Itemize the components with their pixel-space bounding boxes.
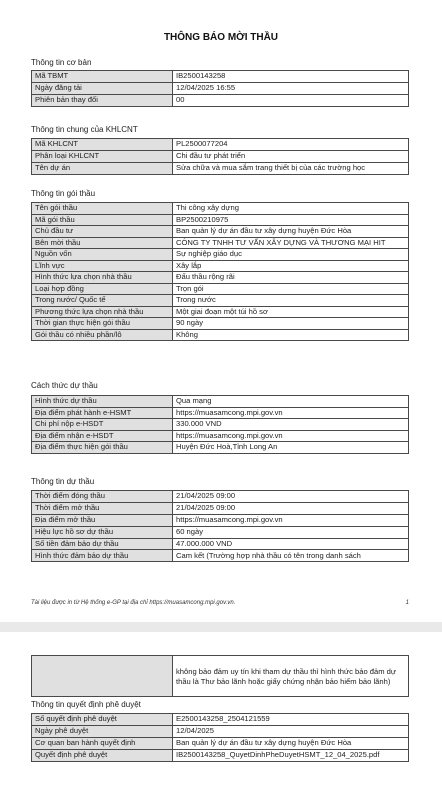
table-row: [32, 491, 409, 503]
field-value: 47.000.000 VND: [173, 538, 409, 550]
field-label: Hình thức đảm bảo dự thầu: [32, 550, 173, 562]
section-heading-method: Cách thức dự thầu: [31, 381, 98, 390]
field-value: Ban quản lý dự án đầu tư xây dựng huyện Đức Hòa: [173, 737, 409, 749]
field-label: Ngày phê duyệt: [32, 725, 173, 737]
field-value: Một giai đoạn một túi hồ sơ: [173, 306, 409, 318]
field-value: Sửa chữa và mua sắm trang thiết bị của các trường học: [173, 162, 409, 174]
page-gap: [0, 622, 442, 632]
page-footer: [31, 600, 409, 606]
table-row: [32, 502, 409, 514]
field-value: https://muasamcong.mpi.gov.vn: [173, 430, 409, 442]
field-label: Hình thức lựa chọn nhà thầu: [32, 272, 173, 284]
field-label: Thời gian thực hiện gói thầu: [32, 318, 173, 330]
field-label: Phiên bản thay đổi: [32, 94, 173, 106]
table-plan: [31, 138, 409, 175]
field-value: 00: [173, 94, 409, 106]
field-label: Trong nước/ Quốc tế: [32, 295, 173, 307]
field-value: 21/04/2025 09:00: [173, 502, 409, 514]
field-value: Huyện Đức Hoà,Tỉnh Long An: [173, 442, 409, 454]
field-label: Địa điểm phát hành e-HSMT: [32, 407, 173, 419]
table-row: [32, 214, 409, 226]
field-value: 330.000 VND: [173, 419, 409, 431]
table-row: [32, 526, 409, 538]
table-row: [32, 725, 409, 737]
field-value: IB2500143258: [173, 71, 409, 83]
field-value: không bảo đảm uy tín khi tham dự thầu thì hình thức bảo đảm dự thầu là Thư bảo lãnh hoặc giấy chứng nhận bảo hiểm bảo lãnh): [173, 656, 409, 697]
section-heading-basic: Thông tin cơ bản: [31, 58, 92, 67]
table-row: [32, 203, 409, 215]
field-label: Mã gói thầu: [32, 214, 173, 226]
table-row: [32, 82, 409, 94]
table-row: [32, 306, 409, 318]
field-label: Chi phí nộp e-HSDT: [32, 419, 173, 431]
field-value: https://muasamcong.mpi.gov.vn: [173, 514, 409, 526]
field-label: Quyết định phê duyệt: [32, 749, 173, 761]
field-label: Địa điểm mở thầu: [32, 514, 173, 526]
document-title: THÔNG BÁO MỜI THẦU: [163, 32, 279, 43]
field-label: Mã KHLCNT: [32, 139, 173, 151]
table-row: [32, 329, 409, 341]
field-value: 90 ngày: [173, 318, 409, 330]
field-value: Xây lắp: [173, 260, 409, 272]
field-value: 21/04/2025 09:00: [173, 491, 409, 503]
field-label: Số tiền đảm bảo dự thầu: [32, 538, 173, 550]
table-bidding: [31, 490, 409, 562]
field-label: Bên mời thầu: [32, 237, 173, 249]
field-label: Cơ quan ban hành quyết định: [32, 737, 173, 749]
table-decision: [31, 713, 409, 762]
field-value: 60 ngày: [173, 526, 409, 538]
table-row: [32, 430, 409, 442]
field-label: Hình thức dự thầu: [32, 396, 173, 408]
field-value: Đấu thầu rộng rãi: [173, 272, 409, 284]
field-label: Tên gói thầu: [32, 203, 173, 215]
field-value: 12/04/2025: [173, 725, 409, 737]
field-value: Trọn gói: [173, 283, 409, 295]
table-row: [32, 396, 409, 408]
table-row: [32, 139, 409, 151]
field-value: Không: [173, 329, 409, 341]
table-row: [32, 419, 409, 431]
field-label: Địa điểm nhận e-HSDT: [32, 430, 173, 442]
field-label: Thời điểm đóng thầu: [32, 491, 173, 503]
section-heading-plan: Thông tin chung của KHLCNT: [31, 125, 138, 134]
table-method: [31, 395, 409, 454]
table-row: [32, 538, 409, 550]
field-value: BP2500210975: [173, 214, 409, 226]
field-value: Cam kết (Trường hợp nhà thầu có tên trong danh sách: [173, 550, 409, 562]
field-value: Chi đầu tư phát triển: [173, 150, 409, 162]
field-label: Nguồn vốn: [32, 249, 173, 261]
section-heading-decision: Thông tin quyết định phê duyệt: [31, 700, 141, 709]
field-label: Mã TBMT: [32, 71, 173, 83]
field-value: Trong nước: [173, 295, 409, 307]
field-label: Hiệu lực hồ sơ dự thầu: [32, 526, 173, 538]
field-label: Phương thức lựa chọn nhà thầu: [32, 306, 173, 318]
table-row: [32, 162, 409, 174]
field-value: PL2500077204: [173, 139, 409, 151]
page-number: 1: [405, 600, 409, 606]
field-value: 12/04/2025 16:55: [173, 82, 409, 94]
field-label: Thời điểm mở thầu: [32, 502, 173, 514]
field-value: Qua mạng: [173, 396, 409, 408]
table-row: [32, 283, 409, 295]
footer-text: Tài liệu được in từ Hệ thống e-GP tại địa chỉ https://muasamcong.mpi.gov.vn.: [31, 600, 236, 606]
field-label: Tên dự án: [32, 162, 173, 174]
field-value: IB2500143258_QuyetDinhPheDuyetHSMT_12_04_2025.pdf: [173, 749, 409, 761]
table-row: [32, 656, 409, 697]
section-heading-bidding: Thông tin dự thầu: [31, 477, 95, 486]
field-label: Phân loại KHLCNT: [32, 150, 173, 162]
table-basic: [31, 70, 409, 107]
table-continued: [31, 655, 409, 697]
table-row: [32, 295, 409, 307]
field-value: E2500143258_2504121559: [173, 714, 409, 726]
field-value: CÔNG TY TNHH TƯ VẤN XÂY DỰNG VÀ THƯƠNG MẠI HIT: [173, 237, 409, 249]
table-row: [32, 514, 409, 526]
table-row: [32, 318, 409, 330]
table-row: [32, 260, 409, 272]
field-label: Số quyết định phê duyệt: [32, 714, 173, 726]
table-row: [32, 150, 409, 162]
table-row: [32, 272, 409, 284]
table-package: [31, 202, 409, 341]
table-row: [32, 71, 409, 83]
field-label: Loại hợp đồng: [32, 283, 173, 295]
field-value: Ban quản lý dự án đầu tư xây dựng huyện Đức Hòa: [173, 226, 409, 238]
table-row: [32, 737, 409, 749]
table-row: [32, 249, 409, 261]
table-row: [32, 94, 409, 106]
table-row: [32, 237, 409, 249]
field-label: Chủ đầu tư: [32, 226, 173, 238]
section-heading-package: Thông tin gói thầu: [31, 189, 96, 198]
table-row: [32, 550, 409, 562]
field-value: Sự nghiệp giáo dục: [173, 249, 409, 261]
table-row: [32, 749, 409, 761]
field-label: Ngày đăng tải: [32, 82, 173, 94]
field-label: Địa điểm thực hiện gói thầu: [32, 442, 173, 454]
field-value: Thi công xây dựng: [173, 203, 409, 215]
table-row: [32, 407, 409, 419]
table-row: [32, 442, 409, 454]
field-label: Gói thầu có nhiều phần/lô: [32, 329, 173, 341]
field-label-empty: [32, 656, 173, 697]
table-row: [32, 226, 409, 238]
field-value: https://muasamcong.mpi.gov.vn: [173, 407, 409, 419]
table-row: [32, 714, 409, 726]
field-label: Lĩnh vực: [32, 260, 173, 272]
